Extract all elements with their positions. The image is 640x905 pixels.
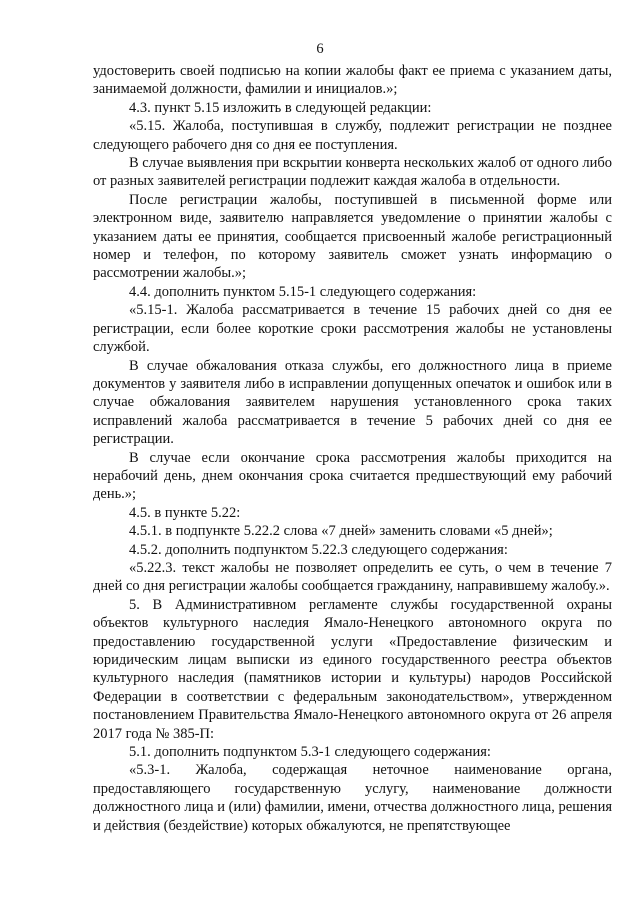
paragraph: В случае выявления при вскрытии конверта нескольких жалоб от одного либо от разных заявителей регистрации подлежит каждая жалоба в отдельности. (93, 155, 612, 190)
paragraph: После регистрации жалобы, поступившей в письменной форме или электронном виде, заявителю направляется уведомление о принятии жалобы с указанием даты ее принятия, сообщается присвоенный жалобе регистрационный номер и телефон, по которому заявитель сможет узнать информацию о рассмотрении жалобы.»; (93, 191, 612, 282)
paragraph: В случае обжалования отказа службы, его должностного лица в приеме документов у заявителя либо в исправлении допущенных опечаток и ошибок или в случае обжалования заявителем нарушения установленного срока таких исправлений жалоба рассматривается в течение 5 рабочих дней со дня ее регистрации. (93, 357, 612, 448)
paragraph: «5.3-1. Жалоба, содержащая неточное наименование органа, предоставляющего государственную услугу, наименование должности должностного лица и (или) фамилии, имени, отчества должностного лица, решения и действия (бездействие) которых обжалуются, не препятствующее (93, 762, 612, 834)
paragraph: 4.3. пункт 5.15 изложить в следующей редакции: (129, 99, 432, 116)
page-number: 6 (316, 41, 324, 57)
paragraph: 5. В Административном регламенте службы государственной охраны объектов культурного наследия Ямало-Ненецкого автономного округа по предоставлению государственной услуги «Предоставление физическим и юридическим лицам выписки из единого государственного реестра объектов культурного наследия (памятников истории и культуры) народов Российской Федерации в соответствии с федеральным законодательством», утвержденном постановлением Правительства Ямало-Ненецкого автономного округа от 26 апреля 2017 года № 385-П: (93, 596, 612, 742)
paragraph: 4.4. дополнить пунктом 5.15-1 следующего содержания: (129, 283, 477, 300)
paragraph: В случае если окончание срока рассмотрения жалобы приходится на нерабочий день, днем окончания срока считается предшествующий ему рабочий день.»; (93, 449, 612, 503)
paragraph: 4.5.1. в подпункте 5.22.2 слова «7 дней» заменить словами «5 дней»; (129, 523, 553, 540)
paragraph: 4.5.2. дополнить подпунктом 5.22.3 следующего содержания: (129, 541, 508, 558)
document-body (93, 62, 612, 835)
paragraph: «5.15-1. Жалоба рассматривается в течение 15 рабочих дней со дня ее регистрации, если более короткие сроки рассмотрения жалобы не установлены службой. (93, 302, 612, 356)
paragraph: «5.15. Жалоба, поступившая в службу, подлежит регистрации не позднее следующего рабочего дня со дня ее поступления. (93, 118, 612, 153)
paragraph: «5.22.3. текст жалобы не позволяет определить ее суть, о чем в течение 7 дней со дня регистрации жалобы сообщается гражданину, направившему жалобу.». (93, 559, 612, 595)
paragraph: 4.5. в пункте 5.22: (129, 504, 241, 521)
paragraph: удостоверить своей подписью на копии жалобы факт ее приема с указанием даты, занимаемой должности, фамилии и инициалов.»; (93, 63, 612, 98)
paragraph: 5.1. дополнить подпунктом 5.3-1 следующего содержания: (129, 744, 491, 761)
